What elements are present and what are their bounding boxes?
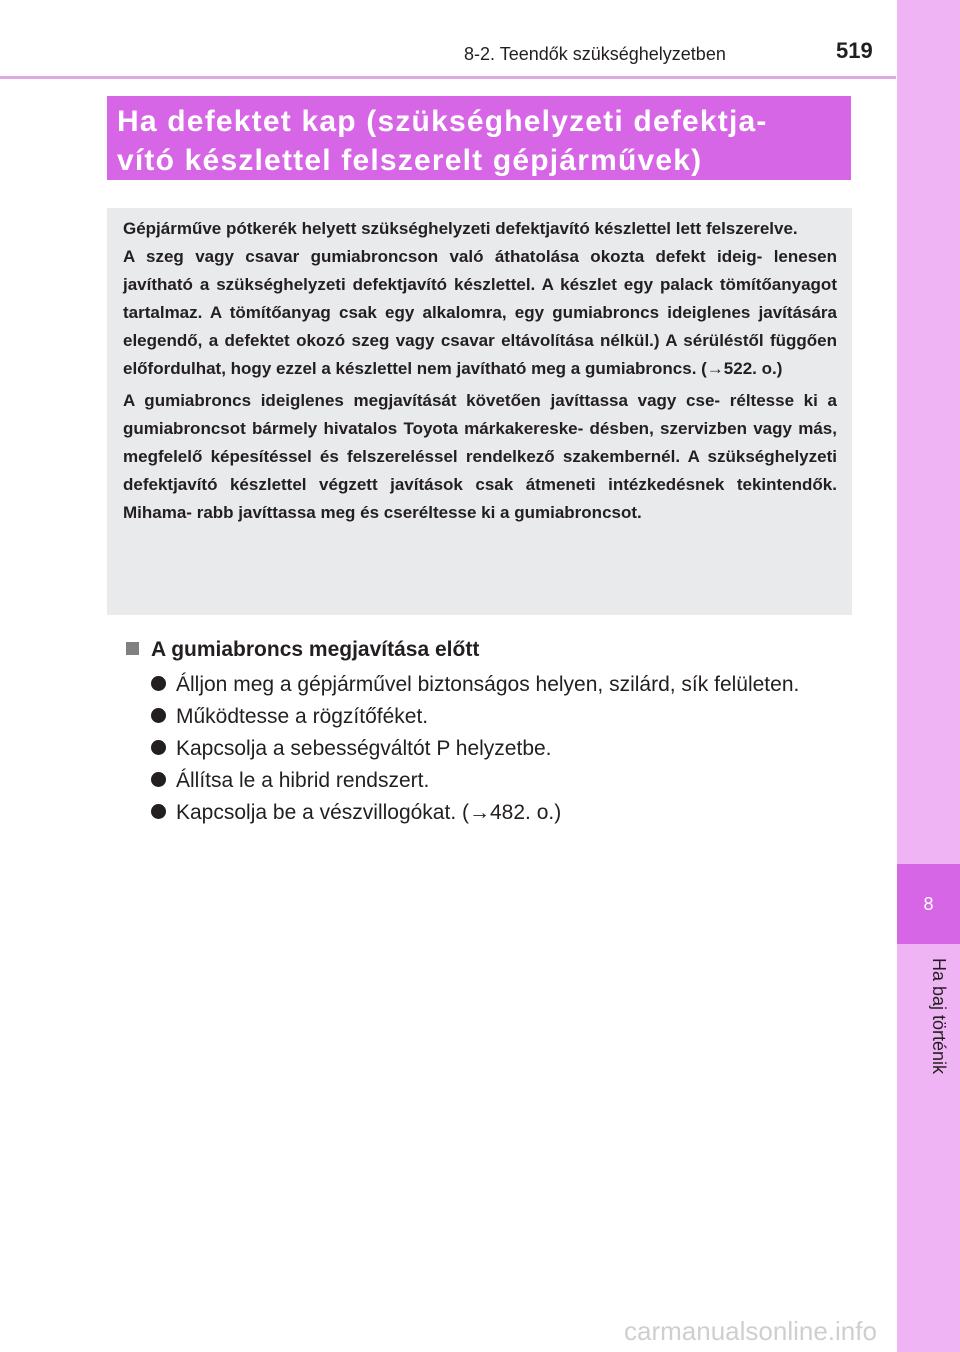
list-item-text: Álljon meg a gépjárművel biztonságos helyen, szilárd, sík felületen. (176, 673, 800, 696)
header-divider (0, 76, 896, 79)
list-item (151, 766, 799, 798)
intro-paragraph-2 (123, 387, 837, 527)
chapter-number-tab[interactable] (897, 864, 960, 944)
intro-text-line: végzett javítások csak átmeneti intézkedésnek tekintendők. Mihama- (123, 475, 837, 522)
bullet-dot-icon (151, 772, 166, 787)
chapter-number: 8 (923, 893, 934, 914)
intro-text-line: rabb javíttassa meg és cseréltesse ki a gumiabroncsot. (196, 503, 642, 522)
bullet-dot-icon (151, 708, 166, 723)
intro-text-line: A gumiabroncs ideiglenes megjavítását követően javíttassa vagy cse- (123, 391, 721, 410)
bullet-dot-icon (151, 804, 166, 819)
bullet-dot-icon (151, 740, 166, 755)
intro-text-line: csavar eltávolítása nélkül.) A sérüléstől függően előfordulhat, hogy ezzel (123, 331, 837, 378)
list-item-text: Kapcsolja a sebességváltót P helyzetbe. (176, 737, 552, 760)
intro-text-line: a készlettel nem javítható meg a gumiabroncs. (→522. o.) (321, 359, 783, 378)
checklist (151, 670, 799, 830)
watermark: carmanualsonline.info (624, 1316, 877, 1346)
intro-info-box (107, 208, 852, 615)
section-heading (126, 638, 479, 662)
square-bullet-icon (126, 642, 139, 655)
intro-text-line: lenesen javítható a szükséghelyzeti defektjavító készlettel. A készlet egy (123, 247, 837, 294)
list-item-text: Kapcsolja be a vészvillogókat. (→482. o.) (176, 801, 562, 824)
page-title-line-1: Ha defektet kap (szükséghelyzeti defektja- (117, 105, 768, 138)
intro-text-line: réltesse ki a gumiabroncsot bármely hivatalos Toyota márkakereske- (123, 391, 837, 438)
list-item-text: Működtesse a rögzítőféket. (176, 705, 429, 728)
intro-paragraph-1 (123, 215, 837, 383)
list-item (151, 734, 799, 766)
page-number: 519 (836, 38, 873, 63)
intro-text-line: felszerelve. (705, 219, 798, 238)
list-item (151, 798, 799, 830)
list-item (151, 702, 799, 734)
intro-text-line: gumiabroncs ideiglenes javítására elegendő, a defektet okozó szeg vagy (123, 303, 838, 350)
section-heading-text: A gumiabroncs megjavítása előtt (151, 638, 480, 661)
list-item-text: Állítsa le a hibrid rendszert. (176, 769, 430, 792)
bullet-dot-icon (151, 676, 166, 691)
intro-text-line: désben, szervizben vagy más, megfelelő képesítéssel és felszereléssel (123, 419, 837, 466)
chapter-label: Ha baj történik (929, 958, 949, 1075)
intro-text-line: palack tömítőanyagot tartalmaz. A tömítőanyag csak egy alkalomra, egy (123, 275, 837, 322)
page-title (107, 96, 851, 180)
list-item (151, 670, 799, 702)
chapter-side-tab (897, 0, 960, 1352)
intro-text-line: A szeg vagy csavar gumiabroncson való áthatolása okozta defekt ideig- (123, 247, 763, 266)
page-title-line-2: vító készlettel felszerelt gépjárművek) (117, 144, 703, 177)
intro-text-line: Gépjárműve pótkerék helyett szükséghelyzeti defektjavító készlettel lett (123, 219, 702, 238)
header-section-title: 8-2. Teendők szükséghelyzetben (464, 44, 726, 64)
intro-text-line: rendelkező szakembernél. A szükséghelyzeti defektjavító készlettel (123, 447, 837, 494)
